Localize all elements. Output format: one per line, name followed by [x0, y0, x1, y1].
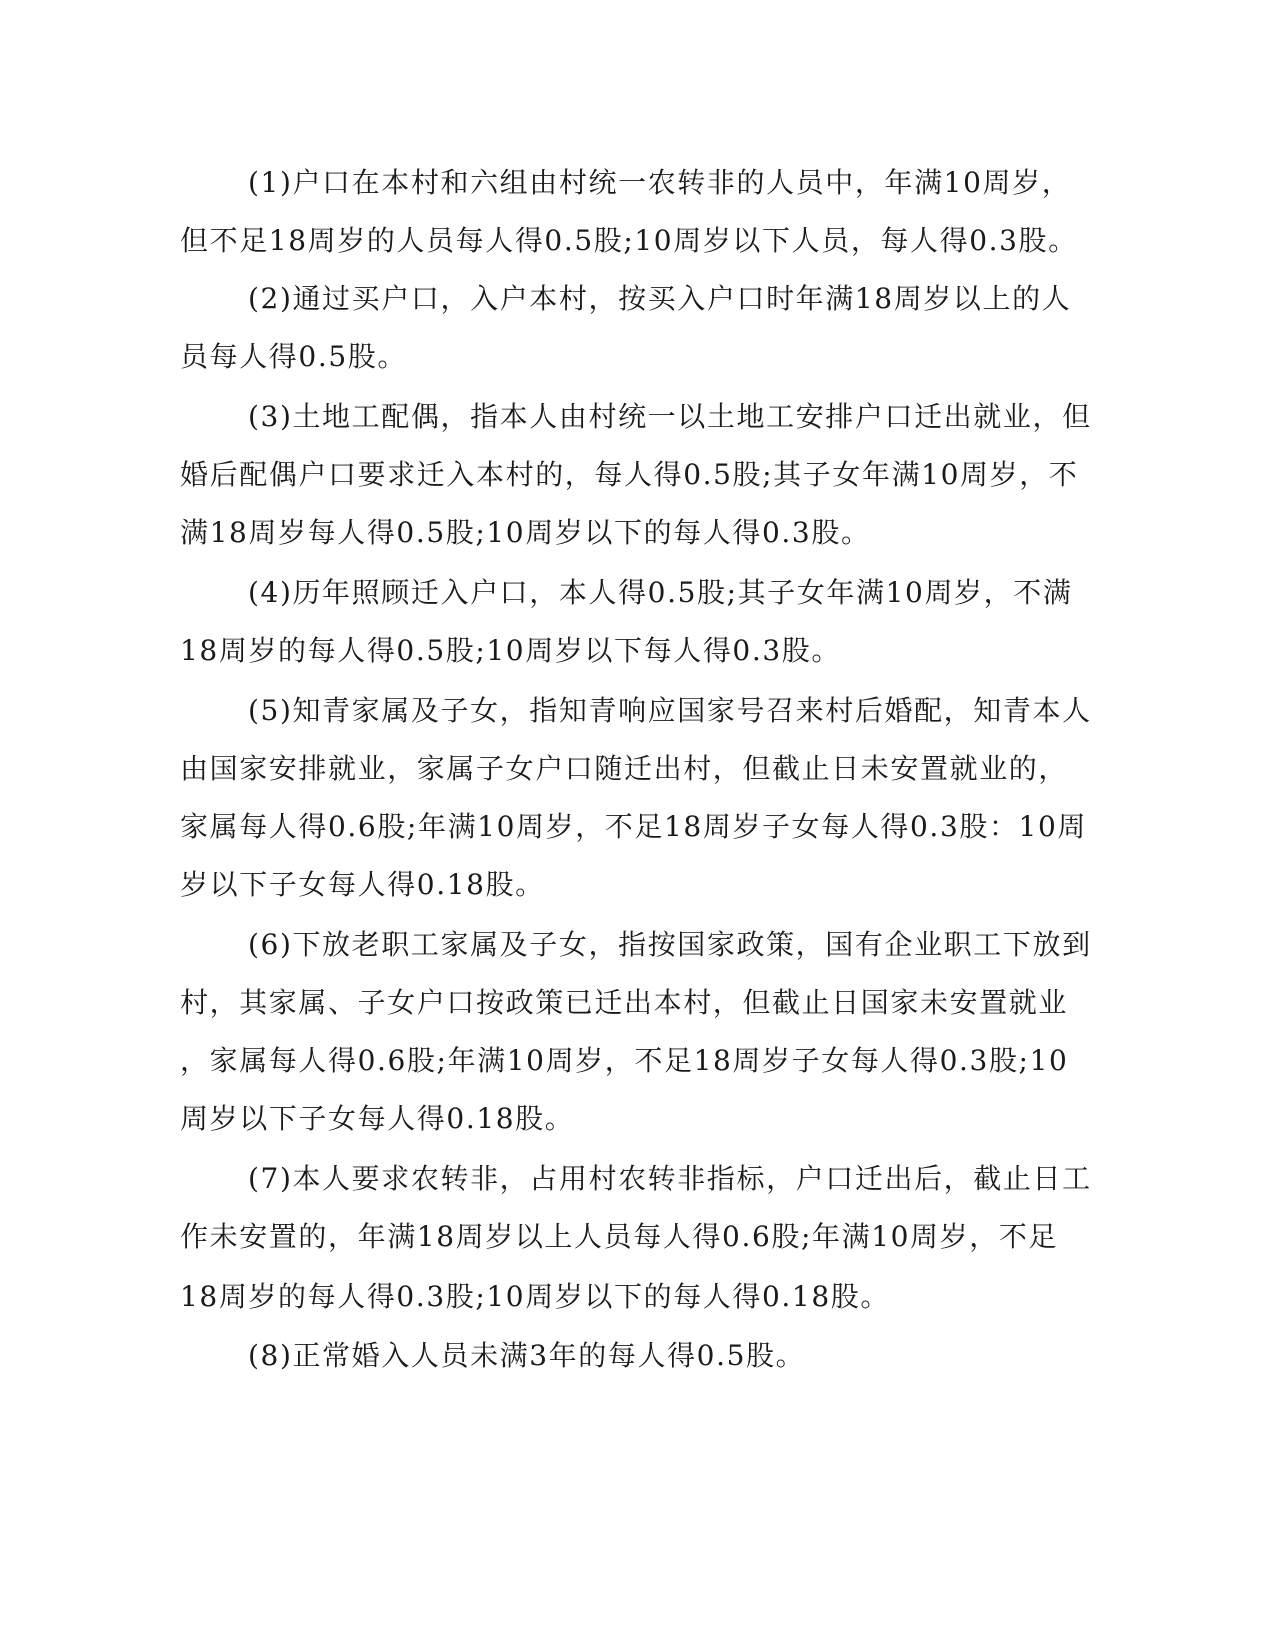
- text-line: 婚后配偶户口要求迁入本村的，每人得0.5股;其子女年满10周岁，不: [180, 458, 1079, 491]
- text-line: (2)通过买户口，入户本村，按买入户口时年满18周岁以上的人: [248, 282, 1072, 315]
- text-line: 18周岁的每人得0.3股;10周岁以下的每人得0.18股。: [180, 1280, 890, 1313]
- text-line: 18周岁的每人得0.5股;10周岁以下每人得0.3股。: [180, 634, 841, 667]
- text-line: 满18周岁每人得0.5股;10周岁以下的每人得0.3股。: [180, 516, 871, 549]
- text-line: (8)正常婚入人员未满3年的每人得0.5股。: [248, 1339, 806, 1372]
- text-line: (5)知青家属及子女，指知青响应国家号召来村后婚配，知青本人: [248, 694, 1092, 727]
- text-line: 岁以下子女每人得0.18股。: [180, 868, 545, 901]
- text-line: (7)本人要求农转非，占用村农转非指标，户口迁出后，截止日工: [248, 1162, 1092, 1195]
- text-line: (1)户口在本村和六组由村统一农转非的人员中，年满10周岁，: [248, 166, 1072, 199]
- text-line: 作未安置的，年满18周岁以上人员每人得0.6股;年满10周岁，不足: [180, 1220, 1059, 1253]
- text-line: 家属每人得0.6股;年满10周岁，不足18周岁子女每人得0.3股：10周: [180, 810, 1087, 843]
- text-line: (4)历年照顾迁入户口，本人得0.5股;其子女年满10周岁，不满: [248, 576, 1073, 609]
- text-line: 员每人得0.5股。: [180, 340, 407, 373]
- text-line: 由国家安排就业，家属子女户口随迁出村，但截止日未安置就业的，: [180, 752, 1069, 785]
- text-line: (6)下放老职工家属及子女，指按国家政策，国有企业职工下放到: [248, 928, 1092, 961]
- text-line: ，家属每人得0.6股;年满10周岁，不足18周岁子女每人得0.3股;10: [180, 1044, 1069, 1077]
- text-line: 周岁以下子女每人得0.18股。: [180, 1102, 575, 1135]
- text-line: 但不足18周岁的人员每人得0.5股;10周岁以下人员，每人得0.3股。: [180, 224, 1078, 257]
- text-line: 村，其家属、子女户口按政策已迁出本村，但截止日国家未安置就业: [180, 986, 1069, 1019]
- text-line: (3)土地工配偶，指本人由村统一以土地工安排户口迁出就业，但: [248, 400, 1092, 433]
